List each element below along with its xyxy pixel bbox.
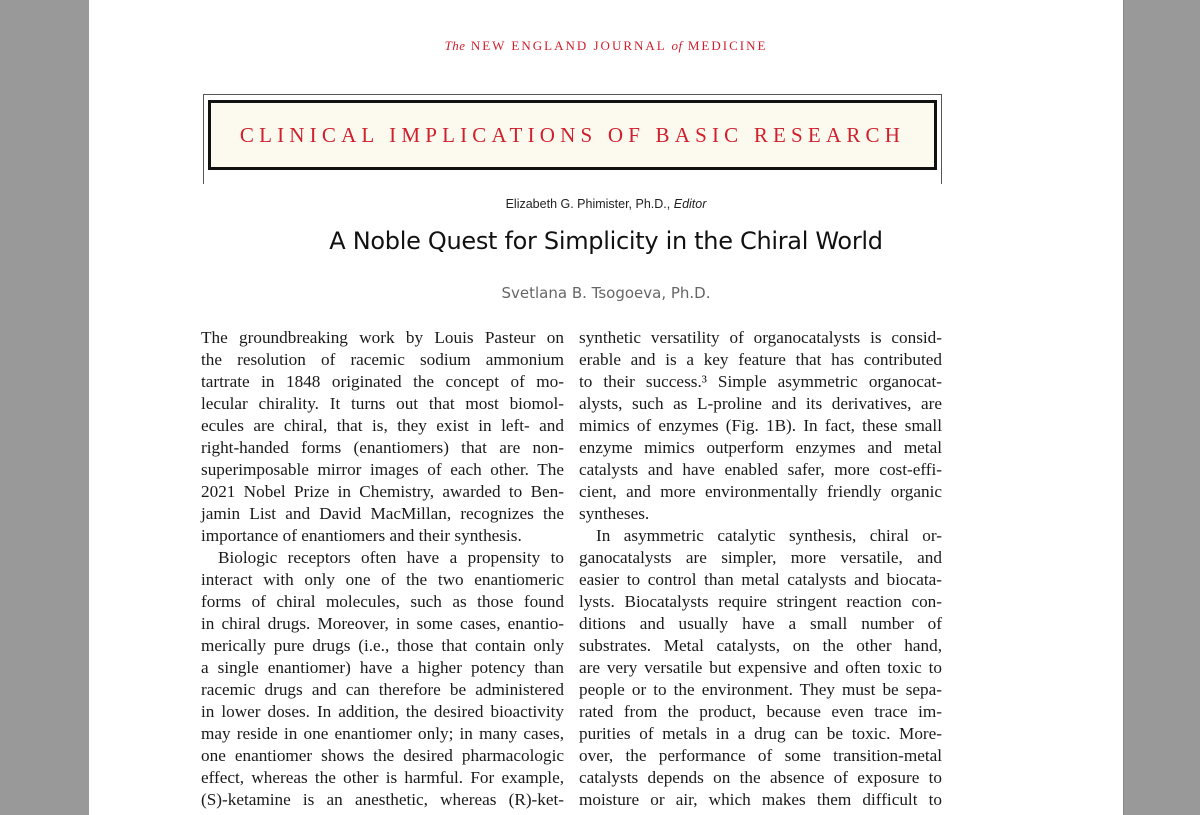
text-line: ecules are chiral, that is, they exist in left- and — [201, 416, 564, 435]
section-frame — [203, 94, 942, 184]
text-line: may reside in one enantiomer only; in many cases, — [201, 724, 564, 743]
text-line: in lower doses. In addition, the desired bioactivity — [201, 702, 564, 721]
text-line: rated from the product, because even trace im- — [579, 702, 942, 721]
text-line: jamin List and David MacMillan, recognizes the — [201, 504, 564, 523]
text-line: In asymmetric catalytic synthesis, chiral or- — [596, 526, 942, 545]
text-line: one enantiomer shows the desired pharmacologic — [201, 746, 564, 765]
journal-header-name: NEW ENGLAND JOURNAL — [470, 38, 667, 53]
text-line: in chiral drugs. Moreover, in some cases, enantio- — [201, 614, 564, 633]
text-line: the resolution of racemic sodium ammonium — [201, 350, 564, 369]
journal-header — [89, 38, 1123, 54]
article-author: Svetlana B. Tsogoeva, Ph.D. — [501, 284, 711, 302]
article-title: A Noble Quest for Simplicity in the Chiral World — [329, 227, 883, 255]
editor-name: Elizabeth G. Phimister, Ph.D., — [505, 197, 671, 211]
journal-header-the: The — [444, 38, 466, 53]
text-line: mimics of enzymes (Fig. 1B). In fact, these small — [579, 416, 942, 435]
section-banner-text: CLINICAL IMPLICATIONS OF BASIC RESEARCH — [239, 122, 906, 147]
text-line: moisture or air, which makes them difficult to — [579, 790, 942, 809]
text-line: merically pure drugs (i.e., those that contain only — [201, 636, 564, 655]
text-line: erable and is a key feature that has contributed — [579, 350, 942, 369]
body-column-right — [579, 327, 942, 811]
text-line: alysts, such as L-proline and its derivatives, are — [579, 394, 942, 413]
journal-header-medicine: MEDICINE — [687, 38, 768, 53]
text-line: importance of enantiomers and their synthesis. — [201, 526, 522, 545]
text-line: are very versatile but expensive and often toxic to — [579, 658, 942, 677]
text-line: lecular chirality. It turns out that most biomol- — [201, 394, 564, 413]
text-line: catalysts and have enabled safer, more cost-effi- — [579, 460, 942, 479]
text-line: cient, and more environmentally friendly organic — [579, 482, 942, 501]
text-line: over, the performance of some transition-metal — [579, 746, 942, 765]
text-line: substrates. Metal catalysts, on the other hand, — [579, 636, 942, 655]
body-column-left — [201, 327, 564, 811]
section-banner — [208, 100, 937, 170]
text-line: catalysts depends on the absence of exposure to — [579, 768, 942, 787]
text-line: interact with only one of the two enantiomeric — [201, 570, 564, 589]
journal-header-of: of — [671, 38, 683, 53]
text-line: (S)-ketamine is an anesthetic, whereas (R)-ket- — [201, 790, 564, 809]
text-line: racemic drugs and can therefore be administered — [201, 680, 564, 699]
text-line: lysts. Biocatalysts require stringent reaction con- — [579, 592, 942, 611]
text-line: tartrate in 1848 originated the concept of mo- — [201, 372, 564, 391]
text-line: easier to control than metal catalysts and biocata- — [579, 570, 942, 589]
editor-role: Editor — [673, 197, 707, 211]
editor-line — [89, 197, 1123, 211]
text-line: effect, whereas the other is harmful. For example, — [201, 768, 564, 787]
document-page — [89, 0, 1123, 815]
text-line: synthetic versatility of organocatalysts is consid- — [579, 328, 942, 347]
text-line: to their success.³ Simple asymmetric organocat- — [579, 372, 942, 391]
text-line: Biologic receptors often have a propensity to — [218, 548, 564, 567]
text-line: ditions and usually have a small number of — [579, 614, 942, 633]
text-line: purities of metals in a drug can be toxic. More- — [579, 724, 942, 743]
text-line: people or to the environment. They must be sepa- — [579, 680, 942, 699]
text-line: The groundbreaking work by Louis Pasteur on — [201, 328, 564, 347]
text-line: a single enantiomer) have a higher potency than — [201, 658, 564, 677]
text-line: forms of chiral molecules, such as those found — [201, 592, 564, 611]
text-line: right-handed forms (enantiomers) that are non- — [201, 438, 564, 457]
text-line: enzyme mimics outperform enzymes and metal — [579, 438, 942, 457]
text-line: ganocatalysts are simpler, more versatile, and — [579, 548, 942, 567]
text-line: superimposable mirror images of each other. The — [201, 460, 564, 479]
text-line: syntheses. — [579, 504, 650, 523]
text-line: 2021 Nobel Prize in Chemistry, awarded to Ben- — [201, 482, 564, 501]
